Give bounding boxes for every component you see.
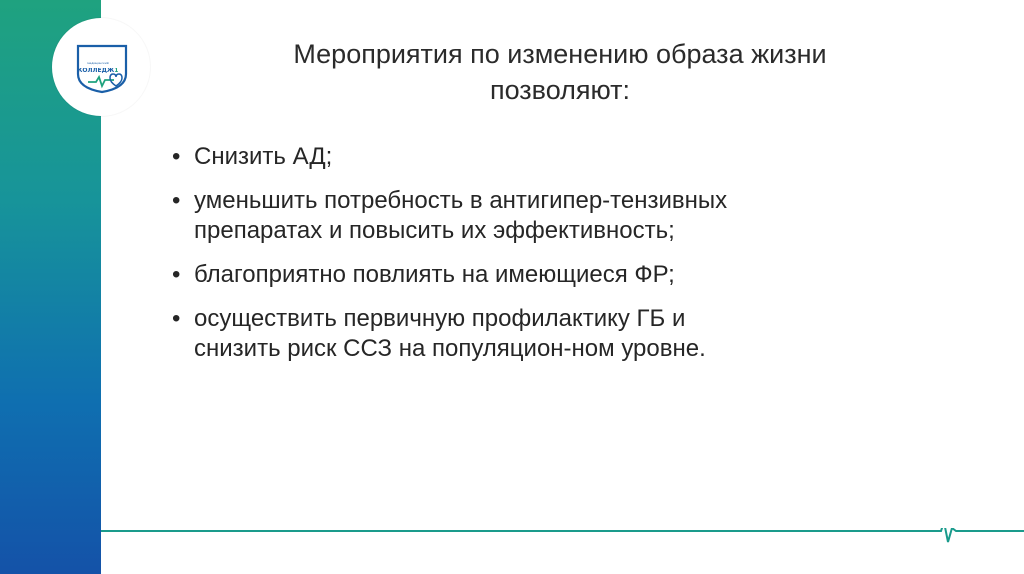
bullet-item	[170, 304, 770, 364]
bullet-text: Снизить АД;	[194, 143, 333, 170]
bullet-marker: •	[172, 305, 181, 332]
slide-title-line-1: Мероприятия по изменению образа жизни	[293, 39, 827, 69]
bullet-item	[170, 260, 770, 290]
bullet-text: осуществить первичную профилактику ГБ и снизить риск ССЗ на популяцион-ном уровне.	[194, 305, 706, 362]
bullet-text: благоприятно повлиять на имеющиеся ФР;	[194, 261, 675, 288]
bullet-marker: •	[172, 143, 181, 170]
bullet-marker: •	[172, 187, 181, 214]
heartbeat-line-decoration	[101, 528, 1024, 558]
bullet-text: уменьшить потребность в антигипер-тензивных препаратах и повысить их эффективность;	[194, 187, 728, 244]
slide-title	[240, 36, 880, 108]
bullet-item	[170, 186, 770, 246]
logo-big-text	[76, 68, 120, 74]
logo-number: 1	[114, 68, 119, 74]
logo-big-word: КОЛЛЕДЖ	[77, 68, 115, 74]
bullet-marker: •	[172, 261, 181, 288]
slide-title-line-2: позволяют:	[489, 75, 631, 105]
bullet-list	[170, 142, 770, 378]
bullet-item	[170, 142, 770, 172]
logo-small-text: медицинский	[87, 62, 109, 65]
college-logo	[52, 18, 150, 116]
